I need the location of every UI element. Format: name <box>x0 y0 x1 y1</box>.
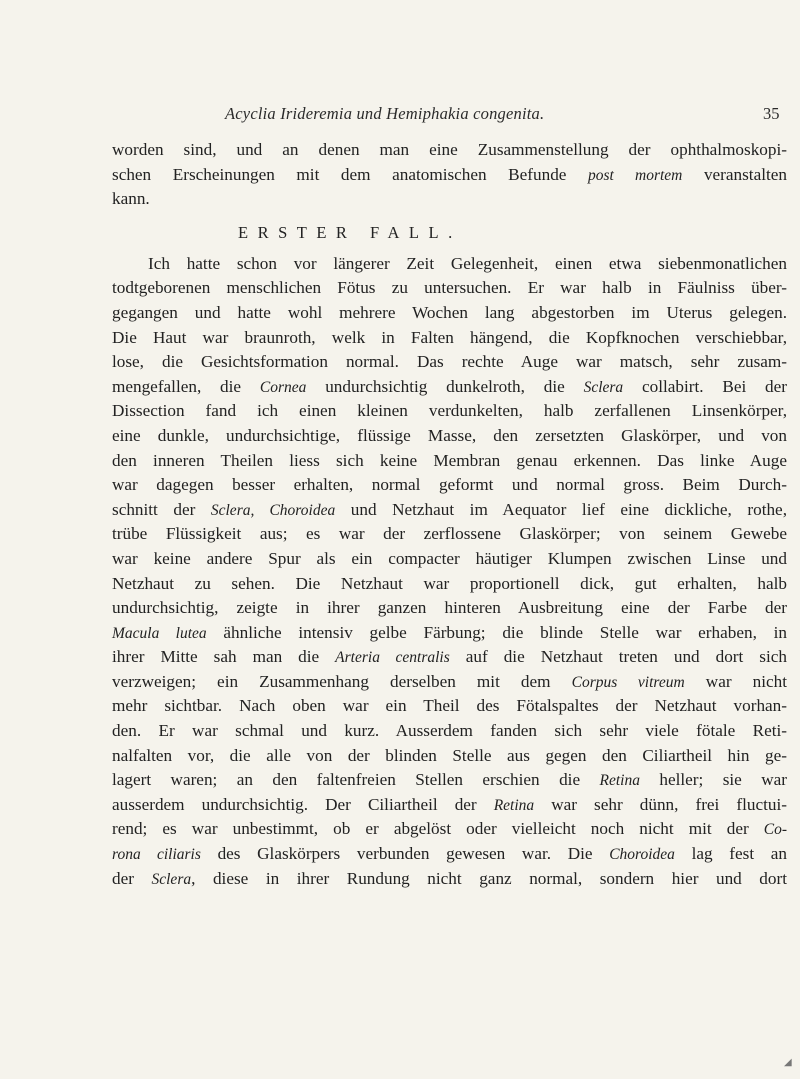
italic-term: Choroidea <box>609 846 675 864</box>
text-line <box>112 842 787 867</box>
text-run: ausserdem undurchsichtig. Der Ciliartheil der <box>112 794 494 814</box>
paragraph-first-case <box>112 252 787 891</box>
text-line <box>112 867 787 892</box>
text-run: gegangen und hatte wohl mehrere Wochen lang abgestorben im Uterus gelegen. <box>112 302 787 322</box>
text-run: des Glaskörpers verbunden gewesen war. Die <box>200 844 610 864</box>
text-run: lag fest an <box>674 844 787 864</box>
text-line <box>112 187 787 212</box>
paragraph-continuation <box>112 138 787 212</box>
text-line <box>112 719 787 744</box>
italic-term: Corpus vitreum <box>571 673 685 691</box>
text-run: war nicht <box>684 671 787 691</box>
text-run: heller; sie war <box>639 770 787 790</box>
text-line <box>112 375 787 400</box>
text-line <box>112 473 787 498</box>
text-line <box>112 817 787 842</box>
text-line <box>112 645 787 670</box>
text-line <box>112 138 787 163</box>
italic-term: Sclera <box>583 378 624 396</box>
scan-artifact-mark: ◢ <box>784 1057 792 1068</box>
text-run: mehr sichtbar. Nach oben war ein Theil des Fötalspaltes der Netzhaut vorhan- <box>112 696 787 716</box>
text-line <box>112 547 787 572</box>
text-line <box>112 793 787 818</box>
text-run: schnitt der <box>112 499 211 519</box>
text-run: mengefallen, die <box>112 376 260 396</box>
text-run: undurchsichtig dunkelroth, die <box>306 376 584 396</box>
text-run: und Netzhaut im Aequator lief eine dickliche, rothe, <box>335 499 787 519</box>
text-run: ähnliche intensiv gelbe Färbung; die blinde Stelle war erhaben, in <box>206 622 787 642</box>
text-line <box>112 276 787 301</box>
text-run: Ich hatte schon vor längerer Zeit Gelegenheit, einen etwa siebenmonatlichen <box>148 253 787 273</box>
text-line <box>112 596 787 621</box>
text-line <box>112 768 787 793</box>
page-number: 35 <box>763 104 780 123</box>
italic-term: Cornea <box>259 378 307 396</box>
italic-term: Sclera <box>151 870 192 888</box>
text-line <box>112 449 787 474</box>
text-run: kann. <box>112 189 150 209</box>
text-run: ihrer Mitte sah man die <box>112 647 336 667</box>
text-line <box>112 670 787 695</box>
text-run: verzweigen; ein Zusammenhang derselben mit dem <box>112 671 572 691</box>
text-run: todtgeborenen menschlichen Fötus zu untersuchen. Er war halb in Fäulniss über- <box>112 278 787 298</box>
text-run: den. Er war schmal und kurz. Ausserdem fanden sich sehr viele fötale Reti- <box>112 721 787 741</box>
text-run: lagert waren; an den faltenfreien Stellen erschien die <box>112 770 600 790</box>
text-line <box>112 572 787 597</box>
running-title: Acyclia Irideremia und Hemiphakia congenita. <box>225 104 545 123</box>
italic-term: Retina <box>599 772 640 790</box>
text-line <box>112 326 787 351</box>
italic-term: Co- <box>763 821 787 839</box>
text-line <box>112 498 787 523</box>
italic-term: Sclera, Choroidea <box>210 501 336 519</box>
text-line <box>112 350 787 375</box>
text-line <box>112 694 787 719</box>
text-line <box>112 252 787 277</box>
text-run: worden sind, und an denen man eine Zusammenstellung der ophthalmoskopi- <box>112 140 787 159</box>
italic-term: Arteria centralis <box>335 649 450 667</box>
text-run: Dissection fand ich einen kleinen verdunkelten, halb zerfallenen Linsenkörper, <box>112 401 787 421</box>
text-line <box>112 621 787 646</box>
body-text <box>112 138 787 891</box>
text-run: war keine andere Spur als ein compacter häutiger Klumpen zwischen Linse und <box>112 548 787 568</box>
text-run: lose, die Gesichtsformation normal. Das rechte Auge war matsch, sehr zusam- <box>112 352 787 372</box>
text-run: war dagegen besser erhalten, normal geformt und normal gross. Beim Durch- <box>112 475 787 495</box>
text-run: collabirt. Bei der <box>623 376 787 396</box>
text-line <box>112 301 787 326</box>
text-run: schen Erscheinungen mit dem anatomischen Befunde <box>112 164 588 184</box>
text-run: , diese in ihrer Rundung nicht ganz normal, sondern hier und dort <box>191 868 787 888</box>
text-run: war sehr dünn, frei fluctui- <box>534 794 787 814</box>
text-run: den inneren Theilen liess sich keine Membran genau erkennen. Das linke Auge <box>112 450 787 470</box>
text-line <box>112 744 787 769</box>
text-line <box>112 522 787 547</box>
italic-term: rona ciliaris <box>112 846 201 864</box>
section-heading: ERSTER FALL. <box>238 222 462 242</box>
text-run: Netzhaut zu sehen. Die Netzhaut war proportionell dick, gut erhalten, halb <box>112 573 787 593</box>
text-line <box>112 399 787 424</box>
text-run: auf die Netzhaut treten und dort sich <box>449 647 787 667</box>
text-run: rend; es war unbestimmt, ob er abgelöst oder vielleicht noch nicht mit der <box>112 819 764 839</box>
text-run: veranstalten <box>682 164 787 184</box>
italic-term: Macula lutea <box>112 624 207 642</box>
text-run: nalfalten vor, die alle von der blinden Stelle aus gegen den Ciliartheil hin ge- <box>112 745 787 765</box>
text-line <box>112 424 787 449</box>
text-run: undurchsichtig, zeigte in ihrer ganzen hinteren Ausbreitung eine der Farbe der <box>112 598 787 618</box>
text-line <box>112 163 787 188</box>
text-run: Die Haut war braunroth, welk in Falten hängend, die Kopfknochen verschiebbar, <box>112 327 787 347</box>
italic-term: Retina <box>493 796 535 814</box>
text-run: der <box>112 868 152 888</box>
text-run: trübe Flüssigkeit aus; es war der zerflossene Glaskörper; von seinem Gewebe <box>112 524 787 544</box>
text-run: eine dunkle, undurchsichtige, flüssige Masse, den zersetzten Glaskörper, und von <box>112 425 787 445</box>
italic-term: post mortem <box>588 166 683 184</box>
